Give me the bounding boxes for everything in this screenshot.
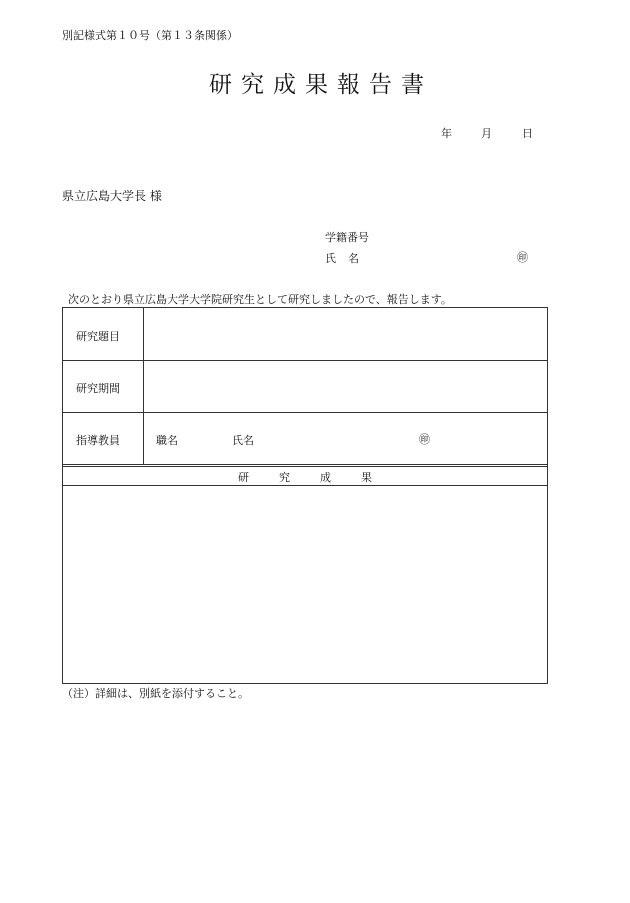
student-id-label: 学籍番号 bbox=[325, 231, 369, 244]
applicant-name-label: 氏名 bbox=[325, 252, 371, 265]
row-divider bbox=[63, 464, 547, 465]
intro-text: 次のとおり県立広島大学大学院研究生として研究しましたので、報告します。 bbox=[68, 293, 452, 306]
date-day-label: 日 bbox=[522, 127, 533, 140]
row-divider bbox=[63, 412, 547, 413]
row-divider bbox=[63, 360, 547, 361]
row-divider bbox=[63, 466, 547, 467]
note: （注）詳細は、別紙を添付すること。 bbox=[62, 687, 249, 700]
date-month-label: 月 bbox=[481, 127, 492, 140]
date-year-label: 年 bbox=[441, 127, 452, 140]
supervisor-name-label: 氏名 bbox=[232, 434, 254, 447]
page-title: 研究成果報告書 bbox=[209, 72, 433, 98]
label-column-divider bbox=[143, 308, 144, 465]
position-label: 職名 bbox=[156, 434, 178, 447]
supervisor-seal-mark: ㊞ bbox=[419, 433, 430, 446]
supervisor-label: 指導教員 bbox=[76, 434, 120, 447]
addressee: 県立広島大学長 様 bbox=[62, 189, 162, 203]
research-topic-label: 研究題目 bbox=[76, 330, 120, 343]
research-period-label: 研究期間 bbox=[76, 382, 120, 395]
results-header: 研究成果 bbox=[238, 471, 402, 484]
applicant-seal-mark: ㊞ bbox=[517, 251, 528, 264]
form-number: 別記様式第１０号（第１３条関係） bbox=[62, 29, 238, 42]
report-table bbox=[62, 307, 548, 684]
results-header-divider bbox=[63, 485, 547, 486]
